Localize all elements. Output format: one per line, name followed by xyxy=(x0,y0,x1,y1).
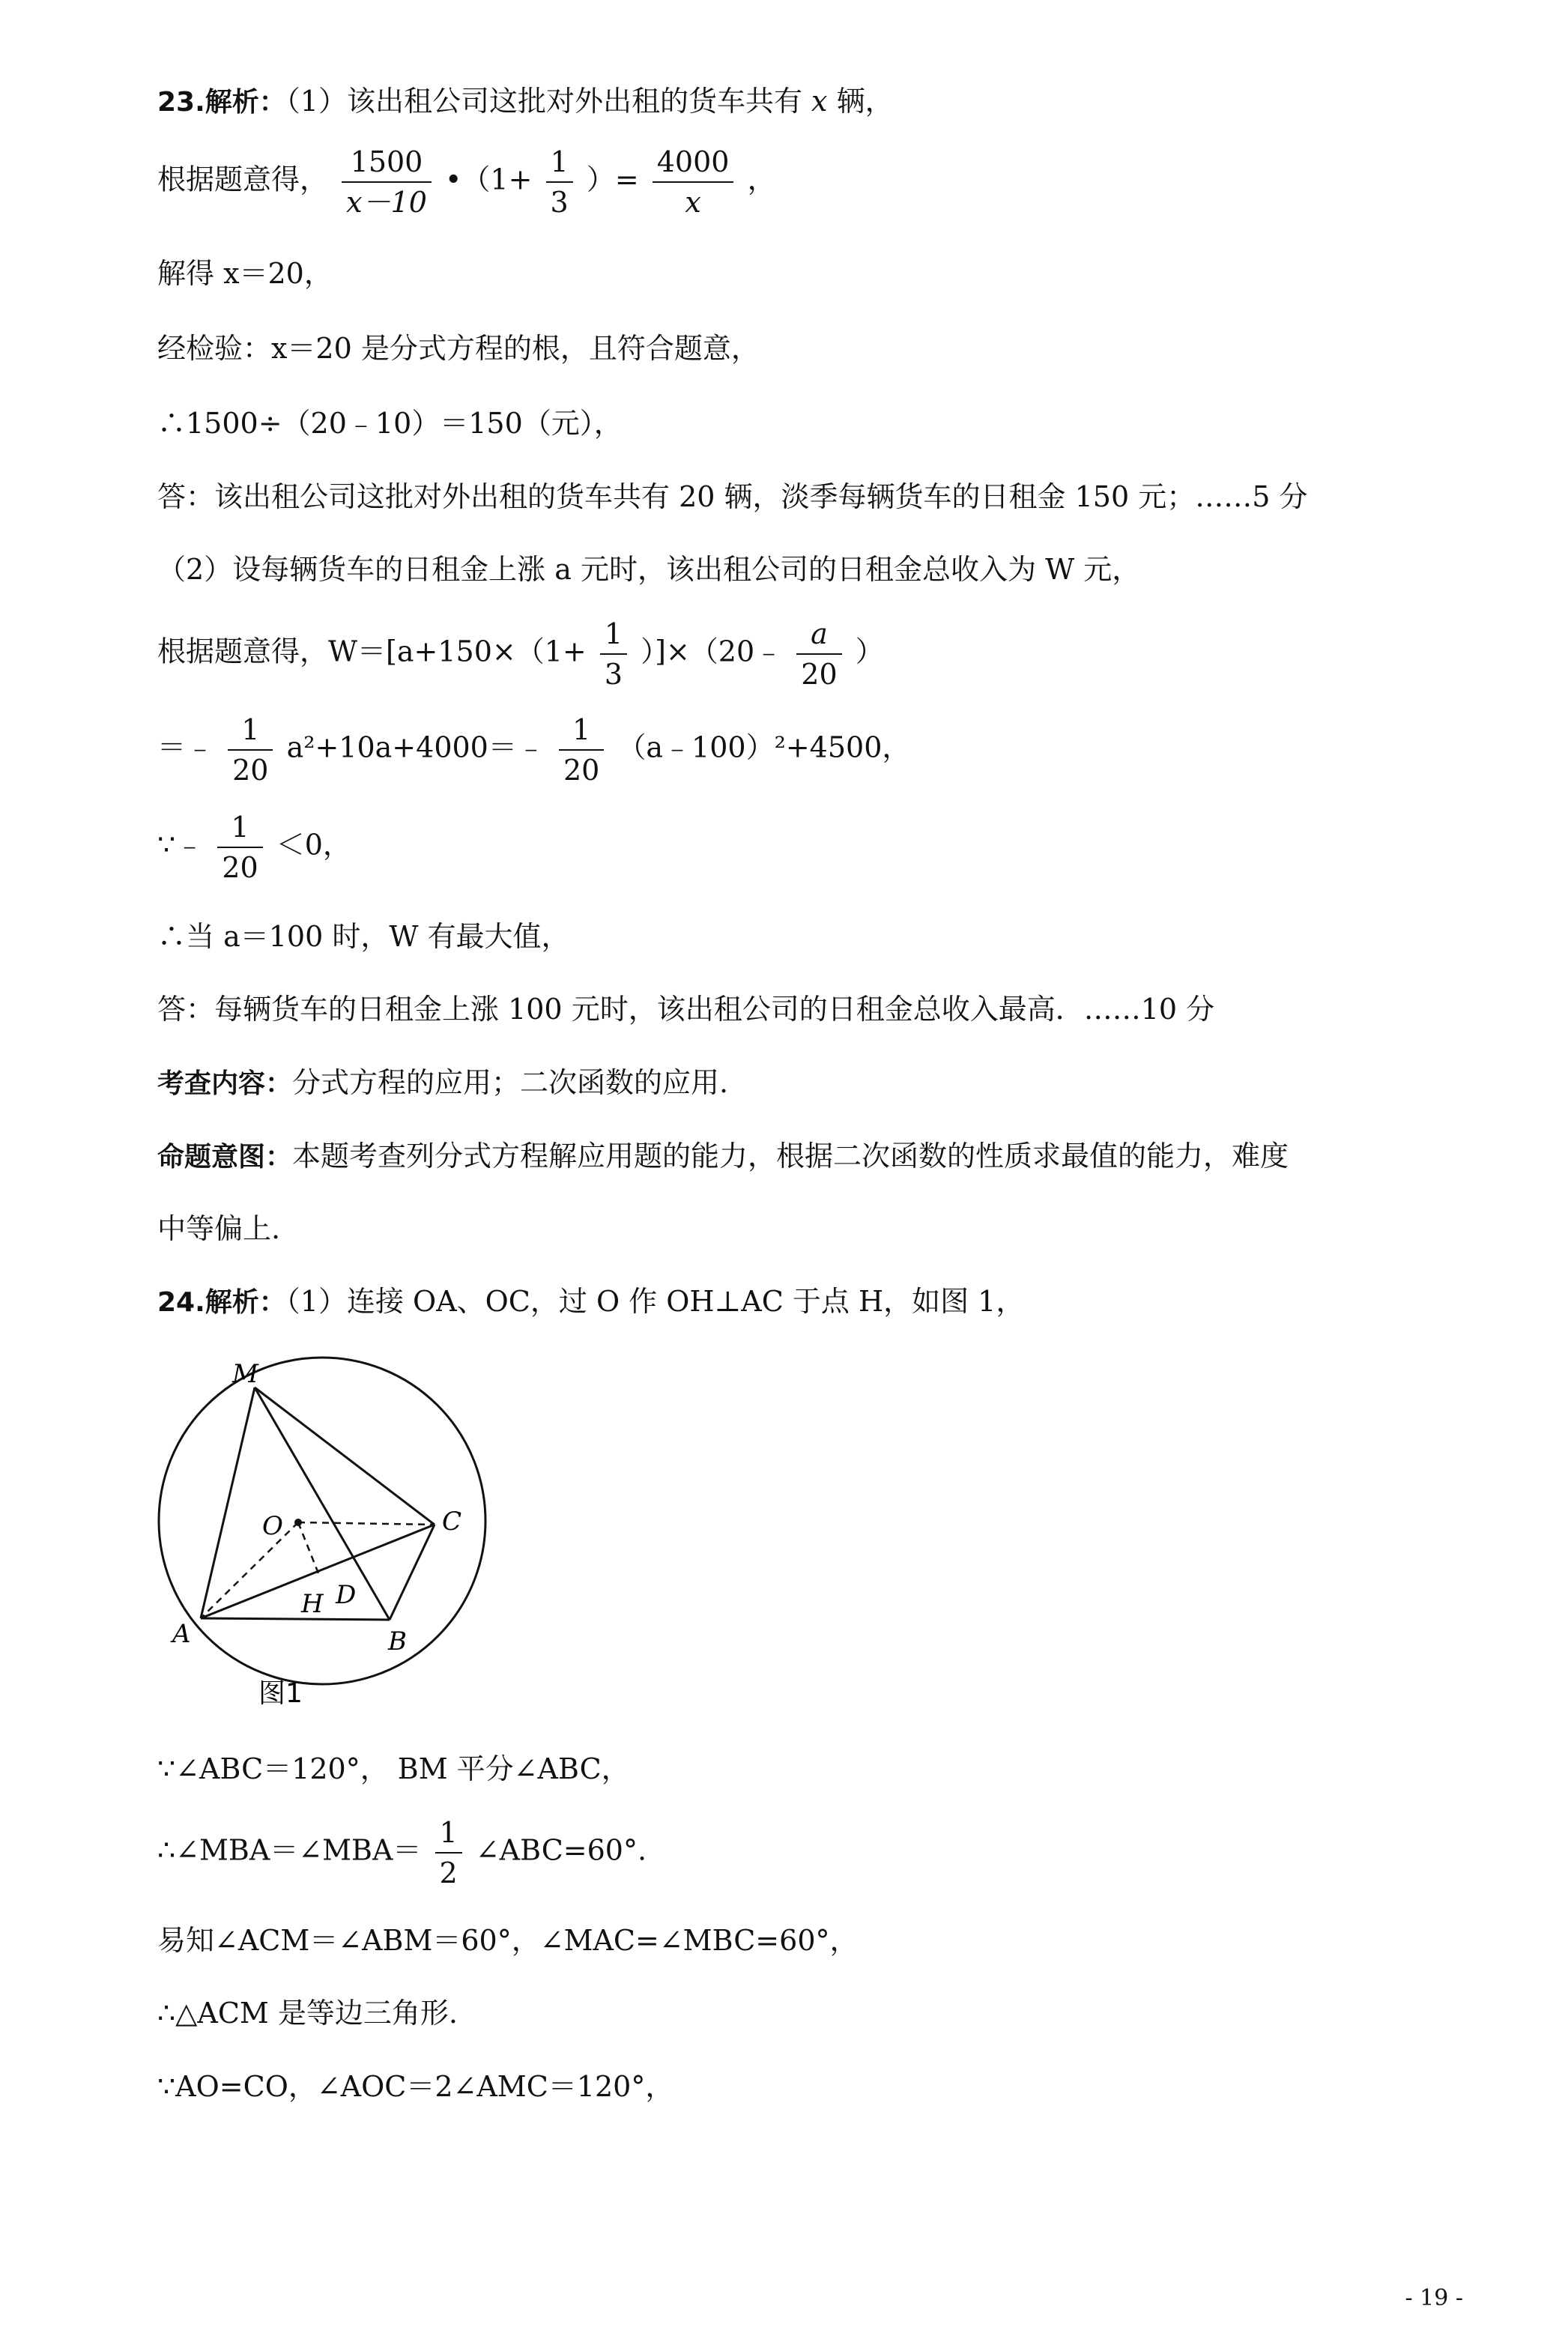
label-O: O xyxy=(262,1511,283,1541)
q23-line-3: 解得 x＝20， xyxy=(157,257,333,290)
segment-AB xyxy=(201,1618,390,1620)
fraction: $\frac{1}{20}$ xyxy=(217,808,262,887)
fraction: $\frac{1}{3}$ xyxy=(546,142,573,222)
fraction: $\frac{1}{20}$ xyxy=(559,710,604,790)
fraction: $\frac{1500}{x-10}$ xyxy=(342,142,432,222)
q23-line-6: 答：该出租公司这批对外出租的货车共有 20 辆，淡季每辆货车的日租金 150 元；……5 分 xyxy=(157,480,1308,513)
label-D: D xyxy=(336,1580,357,1610)
dashed-OH xyxy=(298,1522,318,1573)
segment-MA xyxy=(201,1388,255,1618)
label-M: M xyxy=(232,1359,258,1389)
q23-line-11: ∴当 a＝100 时，W 有最大值， xyxy=(157,920,570,953)
q24-line-1: 24.解析：（1）连接 OA、OC，过 O 作 OH⊥AC 于点 H，如图 1， xyxy=(157,1285,1025,1318)
q24-line-2: ∵∠ABC＝120°， BM 平分∠ABC， xyxy=(157,1752,630,1785)
q23-line-5: ∴1500÷（20﹣10）＝150（元）， xyxy=(157,407,623,440)
q23-line-1: 23.解析：（1）该出租公司这批对外出租的货车共有 x 辆， xyxy=(157,85,894,118)
label-H: H xyxy=(301,1589,324,1619)
label-C: C xyxy=(442,1507,462,1537)
q23-line-12: 答：每辆货车的日租金上涨 100 元时，该出租公司的日租金总收入最高．……10 分 xyxy=(157,993,1215,1026)
exam-content: 考查内容：分式方程的应用；二次函数的应用. xyxy=(157,1066,729,1099)
q23-line-8: 根据题意得，W＝[a+150×（1+ $\frac{1}{3}$ ）]×（20﹣ $\frac{a}{20}$ ） xyxy=(157,614,884,694)
q23-line-4: 经检验：x＝20 是分式方程的根，且符合题意， xyxy=(157,332,760,365)
fraction: $\frac{1}{20}$ xyxy=(228,710,273,790)
q23-heading: 23.解析： xyxy=(157,87,286,118)
figure-caption: 图1 xyxy=(258,1678,303,1709)
q24-line-4: 易知∠ACM＝∠ABM＝60°，∠MAC=∠MBC=60°， xyxy=(157,1924,859,1957)
q24-line-5: ∴△ACM 是等边三角形. xyxy=(157,1997,458,2030)
segment-MB xyxy=(255,1388,390,1620)
exam-content-label: 考查内容： xyxy=(157,1068,293,1099)
label-A: A xyxy=(172,1619,191,1649)
q24-heading: 24.解析： xyxy=(157,1287,286,1318)
intent-label: 命题意图： xyxy=(157,1142,293,1172)
page-number: - 19 - xyxy=(1405,2285,1463,2311)
q24-line-3: ∴∠MBA＝∠MBA＝ $\frac{1}{2}$ ∠ABC=60°. xyxy=(157,1813,647,1892)
intent-line-2: 中等偏上. xyxy=(157,1212,281,1245)
fraction: $\frac{1}{2}$ xyxy=(435,1813,462,1892)
segment-MC xyxy=(255,1388,435,1525)
fraction: $\frac{1}{3}$ xyxy=(600,614,627,694)
intent-line-1: 命题意图：本题考查列分式方程解应用题的能力，根据二次函数的性质求最值的能力，难度 xyxy=(157,1140,1289,1172)
q24-line-6: ∵AO=CO，∠AOC＝2∠AMC＝120°， xyxy=(157,2070,674,2103)
fraction: $\frac{4000}{x}$ xyxy=(653,142,734,222)
q23-line-7: （2）设每辆货车的日租金上涨 a 元时，该出租公司的日租金总收入为 W 元， xyxy=(157,553,1141,586)
center-point-O xyxy=(294,1519,302,1526)
fraction: $\frac{a}{20}$ xyxy=(796,614,841,694)
dashed-OC xyxy=(298,1522,435,1525)
label-B: B xyxy=(388,1627,407,1656)
q23-line-9: ＝﹣ $\frac{1}{20}$ a²+10a+4000＝﹣ $\frac{1}{20}$ （a﹣100）²+4500， xyxy=(157,710,910,790)
q23-equation-line: 根据题意得， $\frac{1500}{x-10}$ •（1+ $\frac{1}{3}$ ）= $\frac{4000}{x}$ ， xyxy=(157,142,776,222)
q23-line-10: ∵﹣ $\frac{1}{20}$ ＜0， xyxy=(157,808,351,887)
geometry-figure xyxy=(150,1356,494,1716)
circumcircle xyxy=(159,1358,485,1684)
dashed-OA xyxy=(201,1522,298,1618)
